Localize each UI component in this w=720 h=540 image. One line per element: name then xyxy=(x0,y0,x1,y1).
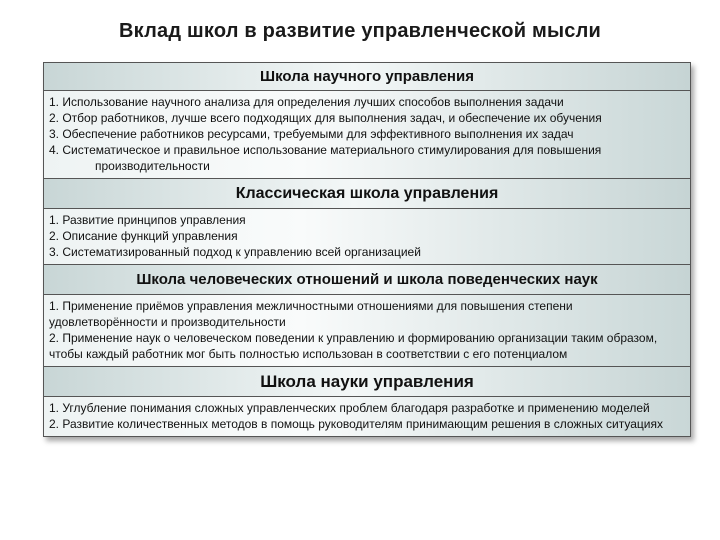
list-item: 1. Применение приёмов управления межличностными отношениями для повышения степени удовлетворённости и производительности xyxy=(49,299,573,329)
section-header-scientific-management: Школа научного управления xyxy=(44,63,690,91)
section-body-management-science xyxy=(44,397,690,436)
list-item: 3. Обеспечение работников ресурсами, требуемыми для эффективного выполнения их задач xyxy=(49,127,574,141)
section-body-scientific-management xyxy=(44,91,690,179)
list-item: 4. Систематическое и правильное использование материального стимулирования для повышения производительности xyxy=(49,143,602,173)
list-item: 2. Отбор работников, лучше всего подходящих для выполнения задач, и обеспечение их обучения xyxy=(49,111,602,125)
list-item: 1. Использование научного анализа для определения лучших способов выполнения задачи xyxy=(49,95,564,109)
section-header-management-science: Школа науки управления xyxy=(44,367,690,397)
list-item: 1. Развитие принципов управления xyxy=(49,213,246,227)
list-item: 3. Систематизированный подход к управлению всей организацией xyxy=(49,245,421,259)
section-header-classical-school: Классическая школа управления xyxy=(44,179,690,209)
list-item: 2. Развитие количественных методов в помощь руководителям принимающим решения в сложных ситуациях xyxy=(49,417,663,431)
schools-table xyxy=(43,62,691,437)
list-item: 2. Описание функций управления xyxy=(49,229,238,243)
section-header-human-relations: Школа человеческих отношений и школа поведенческих наук xyxy=(44,265,690,295)
slide-title: Вклад школ в развитие управленческой мысли xyxy=(119,20,601,42)
list-item: 1. Углубление понимания сложных управленческих проблем благодаря разработке и применению моделей xyxy=(49,401,650,415)
section-body-classical-school xyxy=(44,209,690,265)
section-body-human-relations xyxy=(44,295,690,367)
list-item: 2. Применение наук о человеческом поведении к управлению и формированию организации таким образом, чтобы каждый работник мог быть полностью использован в соответствии с его потенциалом xyxy=(49,331,658,361)
